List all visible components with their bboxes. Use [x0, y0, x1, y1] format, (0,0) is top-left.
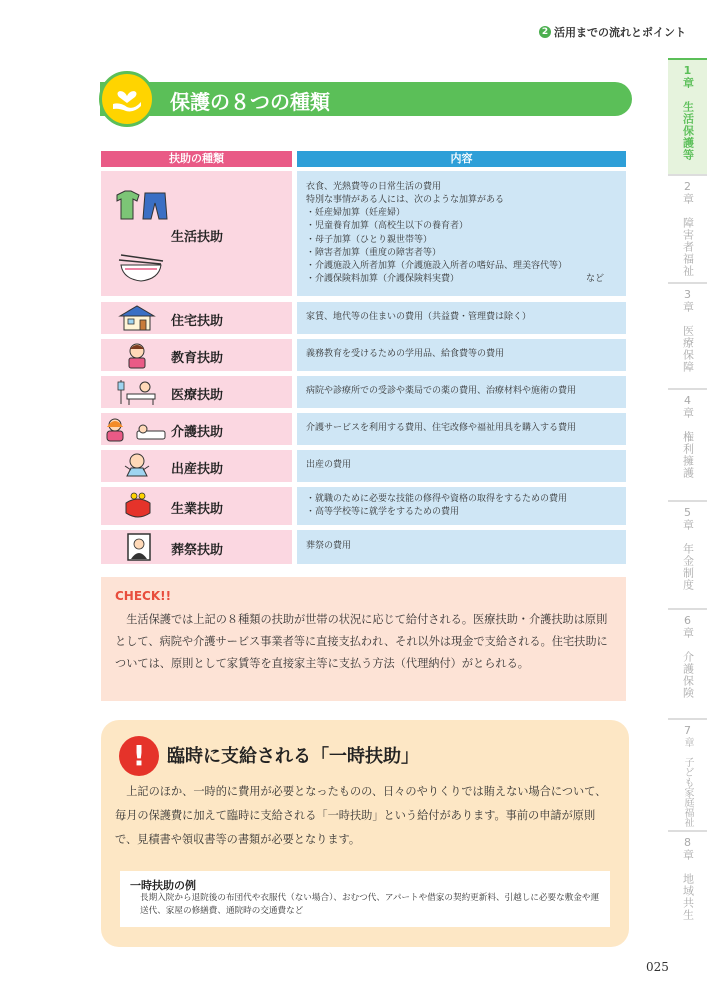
- aid-content: 介護サービスを利用する費用、住宅改修や福祉用具を購入する費用: [297, 413, 626, 445]
- tab-chapter-8[interactable]: 8 章 地域共生: [668, 830, 707, 940]
- temporary-aid-title: 臨時に支給される「一時扶助」: [167, 746, 419, 767]
- section-number-badge: 2: [539, 26, 551, 38]
- rice-bowl-icon: [115, 251, 167, 287]
- table-row: [101, 530, 292, 564]
- temporary-aid-box: [101, 720, 629, 947]
- aid-content: 葬祭の費用: [297, 530, 626, 564]
- aid-content: 衣食、光熱費等の日常生活の費用 特別な事情がある人には、次のような加算がある ・妊産婦加算（妊産婦） ・児童養育加算（高校生以下の養育者） ・母子加算（ひとり親世帯等） ・障害者加算（重度の障害者等） ・介護施設入所者加算（介護施設入所者の嗜好品、理美容代等） ・介護保険料加算（介護保険料実費） など: [297, 171, 626, 296]
- tab-chapter-6[interactable]: 6 章 介護保険: [668, 608, 707, 718]
- tab-chapter-1[interactable]: 1 章 生活保護等: [668, 58, 707, 174]
- table-row: [101, 171, 292, 296]
- tab-chapter-7[interactable]: 7 章 子ども家庭福祉: [668, 718, 707, 830]
- aid-name: 教育扶助: [171, 351, 224, 366]
- care-icon: [103, 417, 167, 447]
- clothes-icon: [113, 189, 171, 227]
- table-header-content: 内容: [297, 151, 626, 167]
- section-header: [539, 24, 686, 40]
- tab-chapter-5[interactable]: 5 章 年金制度: [668, 500, 707, 608]
- example-box: [120, 871, 610, 927]
- table-row: [101, 376, 292, 408]
- aid-name: 生業扶助: [171, 502, 224, 517]
- aid-name: 葬祭扶助: [171, 543, 224, 558]
- table-row: [101, 302, 292, 334]
- table-row: [101, 339, 292, 371]
- tab-chapter-3[interactable]: 3 章 医療保障: [668, 282, 707, 388]
- aid-content: 出産の費用: [297, 450, 626, 482]
- check-box: [101, 577, 626, 701]
- table-header-type: 扶助の種類: [101, 151, 292, 167]
- aid-name: 生活扶助: [171, 230, 224, 245]
- table-row: [101, 413, 292, 445]
- tab-chapter-2[interactable]: 2 章 障害者福祉: [668, 174, 707, 282]
- section-title: 活用までの流れとポイント: [554, 26, 686, 39]
- aid-name: 出産扶助: [171, 462, 224, 477]
- table-row: [101, 487, 292, 525]
- aid-name: 介護扶助: [171, 425, 224, 440]
- aid-name: 住宅扶助: [171, 314, 224, 329]
- house-icon: [118, 305, 156, 335]
- heart-hand-icon: [99, 71, 155, 127]
- check-title: CHECK!!: [115, 589, 172, 603]
- tab-chapter-4[interactable]: 4 章 権利擁護: [668, 388, 707, 500]
- example-text: 長期入院から退院後の布団代や衣服代（ない場合）、おむつ代、アパートや借家の契約更新料、引越しに必要な敷金や運送代、家屋の修繕費、通院時の交通費など: [140, 893, 600, 916]
- aid-content: 病院や診療所での受診や薬局での薬の費用、治療材料や施術の費用: [297, 376, 626, 408]
- example-title: 一時扶助の例: [130, 879, 196, 892]
- exclamation-icon: !: [119, 736, 159, 776]
- aid-content: 義務教育を受けるための学用品、給食費等の費用: [297, 339, 626, 371]
- table-row: [101, 450, 292, 482]
- temporary-aid-text: 上記のほか、一時的に費用が必要となったものの、日々のやりくりでは賄えない場合について、毎月の保護費に加えて臨時に支給される「一時扶助」という給付があります。事前の申請が原則で、見積書や領収書等の書類が必要となります。: [115, 785, 607, 846]
- page-number: 025: [646, 960, 669, 974]
- page-title: 保護の８つの種類: [170, 90, 330, 114]
- check-text: 生活保護では上記の８種類の扶助が世帯の状況に応じて給付される。医療扶助・介護扶助は原則として、病院や介護サービス事業者等に直接支払われ、それ以外は現金で支給される。住宅扶助については、原則として家賃等を直接家主等に支払う方法（代理納付）がとられる。: [115, 613, 608, 670]
- student-icon: [123, 341, 151, 373]
- aid-content: ・就職のために必要な技能の修得や資格の取得をするための費用 ・高等学校等に就学をするための費用: [297, 487, 626, 525]
- baby-icon: [123, 452, 151, 484]
- portrait-icon: [127, 533, 151, 565]
- purse-icon: [123, 491, 153, 525]
- aid-name: 医療扶助: [171, 388, 224, 403]
- hospital-bed-icon: [117, 378, 157, 410]
- aid-content: 家賃、地代等の住まいの費用（共益費・管理費は除く）: [297, 302, 626, 334]
